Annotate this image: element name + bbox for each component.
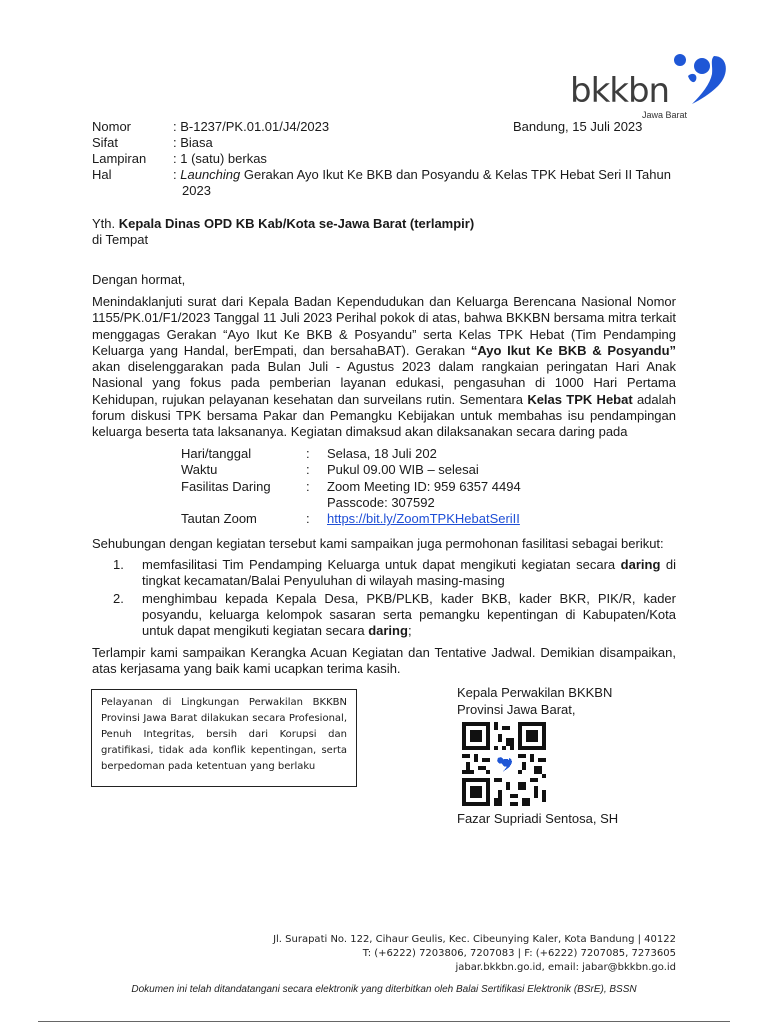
detail-value: Zoom Meeting ID: 959 6357 4494 [327, 478, 521, 494]
recipient-prefix: Yth. [92, 216, 119, 231]
detail-label: Hari/tanggal [181, 446, 252, 461]
para-text: akan diselenggarakan pada Bulan Juli - Agustus 2023 dalam rangkaian peringatan Hari Anak Nasional yang fokus pada pemberian layanan edukasi, pengasuhan di 1000 Hari Pertama Kehidupan, rujukan pelayanan kesehatan dan surveilans rutin. Sementara [92, 359, 676, 407]
para-text: adalah forum diskusi TPK bersama Pakar dan Pemangku Kebijakan untuk membahas isu pendampingan keluarga beserta tata laksananya. Kegiatan dimaksud akan dilaksanakan secara daring pada [92, 391, 676, 440]
recipient [92, 216, 474, 248]
detail-row-hari [181, 446, 521, 462]
letter-meta [92, 119, 682, 199]
bkkbn-logo-mark-icon [666, 52, 730, 108]
list-text-part: ; [407, 623, 412, 639]
meta-value: : 1 (satu) berkas [173, 151, 267, 166]
address-line: T: (+6222) 7203806, 7207083 | F: (+6222) 7207085, 7273605 [362, 948, 676, 959]
detail-value: Selasa, 18 Juli 202 [327, 446, 437, 461]
address-line: Jl. Surapati No. 122, Cihaur Geulis, Kec. Cibeunying Kaler, Kota Bandung | 40122 [273, 934, 676, 945]
integrity-notice: Pelayanan di Lingkungan Perwakilan BKKBN Provinsi Jawa Barat dilakukan secara Profesional, Penuh Integritas, bersih dari Korupsi dan gratifikasi, tidak ada konflik kepentingan, serta berpedoman pada ketentuan yang berlaku [91, 689, 357, 787]
meta-label: Hal [92, 167, 112, 182]
list-bold: daring [620, 557, 661, 572]
address-line: jabar.bkkbn.go.id, email: jabar@bkkbn.go.id [455, 962, 676, 973]
list-text [132, 557, 676, 590]
recipient-name: Kepala Dinas OPD KB Kab/Kota se-Jawa Barat (terlampir) [118, 216, 475, 231]
detail-row-tautan [181, 511, 521, 527]
meta-label: Lampiran [92, 151, 147, 166]
list-number: 2. [113, 590, 124, 606]
meta-value: : Biasa [173, 135, 213, 150]
event-details [181, 446, 521, 527]
meta-value: : B-1237/PK.01.01/J4/2023 [173, 119, 330, 134]
office-address [273, 933, 676, 975]
list-text-part: memfasilitasi Tim Pendamping Keluarga untuk dapat mengikuti kegiatan secara [142, 557, 621, 572]
meta-label: Nomor [92, 119, 132, 134]
meta-sifat [92, 135, 682, 151]
signer-title: Kepala Perwakilan BKKBN [457, 685, 613, 700]
list-bold: daring [368, 623, 408, 639]
logo-region-text: Jawa Barat [642, 110, 688, 120]
bkkbn-logo [570, 52, 730, 122]
paragraph-closing: Terlampir kami sampaikan Kerangka Acuan Kegiatan dan Tentative Jadwal. Demikian disampaikan, atas kerjasama yang baik kami ucapkan terima kasih. [92, 645, 676, 677]
meta-label: Sifat [92, 135, 119, 150]
detail-colon: : [306, 511, 310, 527]
hal-colon: : [173, 167, 177, 182]
esign-footer-note: Dokumen ini telah ditandatangani secara elektronik yang diterbitkan oleh Balai Sertifikasi Elektronik (BSrE), BSSN [131, 984, 637, 995]
detail-label: Waktu [181, 462, 218, 478]
list-number: 1. [113, 557, 124, 572]
greeting: Dengan hormat, [92, 272, 186, 287]
hal-continuation: 2023 [182, 183, 211, 198]
request-list [92, 557, 676, 640]
hal-text: Gerakan Ayo Ikut Ke BKB dan Posyandu & Kelas TPK Hebat Seri II Tahun [240, 167, 671, 182]
hal-italic: Launching [180, 167, 241, 182]
recipient-place: di Tempat [92, 232, 149, 247]
paragraph-intro [92, 294, 676, 441]
signer-name: Fazar Supriadi Sentosa, SH [457, 811, 619, 826]
detail-value: Pukul 09.00 WIB – selesai [327, 462, 479, 478]
detail-row-fasilitas [181, 479, 521, 495]
detail-colon: : [306, 478, 310, 494]
list-text-part: di tingkat kecamatan/Balai Penyuluhan di wilayah masing-masing [142, 557, 676, 589]
detail-row-waktu [181, 462, 521, 478]
detail-row-passcode [181, 495, 521, 511]
detail-colon: : [306, 462, 310, 478]
logo-brand-text: bkkbn [570, 71, 670, 111]
signer-block [457, 685, 612, 718]
list-text [132, 591, 676, 640]
letter-date: Bandung, 15 Juli 2023 [513, 119, 643, 134]
qr-code-icon [460, 722, 548, 806]
meta-value [173, 167, 682, 183]
para-bold: “Ayo Ikut Ke BKB & Posyandu” [470, 342, 677, 358]
detail-value: Passcode: 307592 [327, 494, 435, 510]
detail-label: Tautan Zoom [181, 511, 257, 527]
footer-divider [38, 1021, 730, 1022]
para-bold: Kelas TPK Hebat [527, 391, 633, 407]
zoom-link[interactable]: https://bit.ly/ZoomTPKHebatSeriII [327, 511, 520, 527]
detail-colon: : [306, 446, 310, 461]
detail-label: Fasilitas Daring [181, 478, 271, 494]
list-item [92, 557, 676, 590]
list-text-part: menghimbau kepada Kepala Desa, PKB/PLKB, kader BKB, kader BKR, PIK/R, kader posyandu, keluarga kelompok sasaran serta pemangku kepentingan di Kabupaten/Kota untuk dapat mengikuti kegiatan secara [142, 590, 676, 639]
signer-title: Provinsi Jawa Barat, [457, 701, 576, 717]
meta-lampiran [92, 151, 682, 167]
paragraph-request: Sehubungan dengan kegiatan tersebut kami sampaikan juga permohonan fasilitasi sebagai berikut: [92, 536, 664, 551]
meta-hal [92, 167, 682, 183]
list-item [92, 591, 676, 640]
para-text: Menindaklanjuti surat dari Kepala Badan Kependudukan dan Keluarga Berencana Nasional Nomor 1155/PK.01/F1/2023 Tanggal 11 Juli 2023 Perihal pokok di atas, bahwa BKKBN bersama mitra terkait menggagas Gerakan “Ayo Ikut Ke BKB & Posyandu” serta Kelas TPK Hebat (Tim Pendamping Keluarga yang Handal, berEmpati, dan bersahaBAT). Gerakan [92, 294, 676, 358]
